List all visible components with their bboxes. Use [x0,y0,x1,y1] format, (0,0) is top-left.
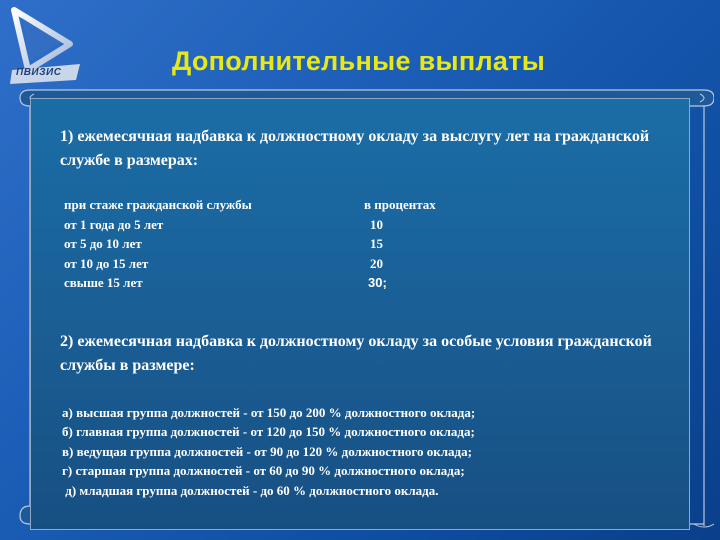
table-header-stage: при стаже гражданской службы [64,197,252,212]
table-header-percent: в процентах [364,197,436,212]
list-item: а) высшая группа должностей - от 150 до 200 % должностного оклада; [62,405,476,420]
list-item: г) старшая группа должностей - от 60 до 90 % должностного оклада; [62,463,465,479]
table-row-percent: 10 [370,216,383,232]
section2-heading: 2) ежемесячная надбавка к должностному окладу за особые условия гражданской службы в размере: [60,333,652,374]
table-row-percent: 30; [368,275,387,290]
page-title: Дополнительные выплаты [172,46,546,76]
table-row-range: свыше 15 лет [64,275,143,290]
position-groups-list [62,403,475,500]
table-row-percent: 20 [370,255,383,271]
table-row-range: от 1 года до 5 лет [64,216,164,232]
seniority-table-ranges [64,195,252,293]
list-item: в) ведущая группа должностей - от 90 до 120 % должностного оклада; [62,443,472,459]
table-row-percent: 15 [370,236,383,251]
list-item: д) младшая группа должностей - до 60 % должностного оклада. [62,482,439,498]
table-row-range: от 10 до 15 лет [64,255,149,271]
logo [8,4,86,90]
logo-text: ПВИЗИС [16,67,62,78]
list-item: б) главная группа должностей - от 120 до 150 % должностного оклада; [62,424,475,440]
table-row-range: от 5 до 10 лет [64,236,142,251]
seniority-table-percents [364,195,436,293]
section1-heading: 1) ежемесячная надбавка к должностному окладу за выслугу лет на гражданской службе в размерах: [60,128,650,169]
